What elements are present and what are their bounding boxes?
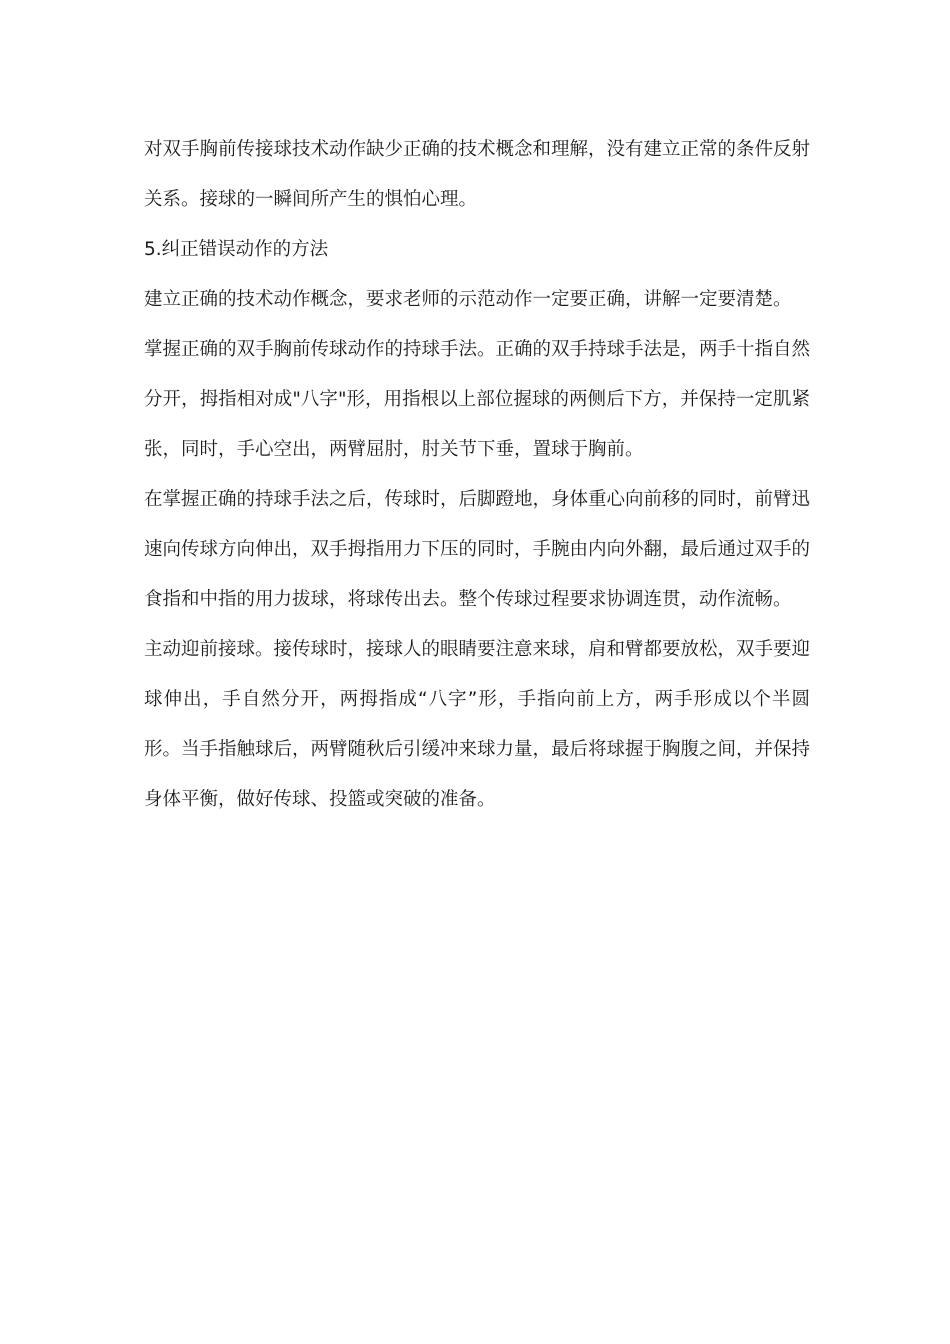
- paragraph-catch: 主动迎前接球。接传球时，接球人的眼睛要注意来球，肩和臂都要放松，双手要迎球伸出，手自然分开，两拇指成“八字”形，手指向前上方，两手形成以个半圆形。当手指触球后，两臂随秋后引缓冲来球力量，最后将球握于胸腹之间，并保持身体平衡，做好传球、投篮或突破的准备。: [144, 639, 811, 810]
- paragraph-concept: 建立正确的技术动作概念，要求老师的示范动作一定要正确，讲解一定要清楚。: [144, 289, 792, 310]
- document-body: [144, 125, 810, 825]
- paragraph-pass: 在掌握正确的持球手法之后，传球时，后脚蹬地，身体重心向前移的同时，前臂迅速向传球方向伸出，双手拇指用力下压的同时，手腕由内向外翻，最后通过双手的食指和中指的用力拔球，将球传出去。整个传球过程要求协调连贯，动作流畅。: [144, 489, 811, 610]
- paragraph-grip: 掌握正确的双手胸前传球动作的持球手法。正确的双手持球手法是，两手十指自然分开，拇指相对成"八字"形，用指根以上部位握球的两侧后下方，并保持一定肌紧张，同时，手心空出，两臂屈肘，肘关节下垂，置球于胸前。: [144, 339, 811, 460]
- paragraph-cause: 对双手胸前传接球技术动作缺少正确的技术概念和理解，没有建立正常的条件反射关系。接球的一瞬间所产生的惧怕心理。: [144, 139, 811, 210]
- section-heading: 5.纠正错误动作的方法: [144, 239, 329, 260]
